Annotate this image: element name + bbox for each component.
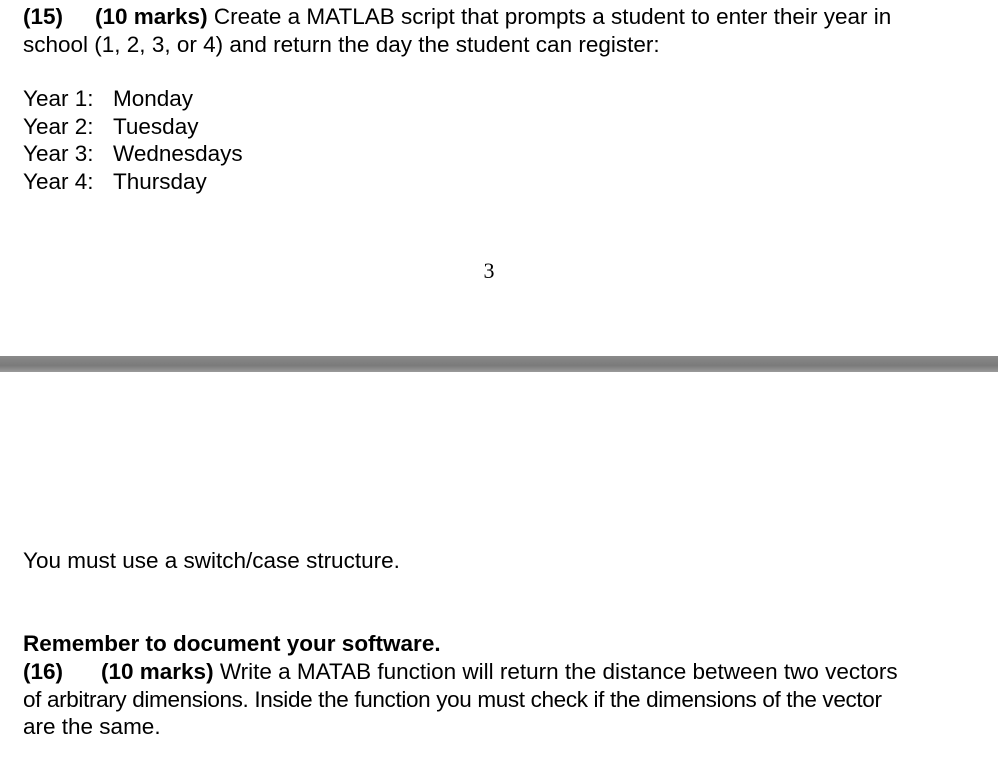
question-15 (23, 3, 891, 58)
year-label: Year 2: (23, 113, 94, 139)
documentation-reminder: Remember to document your software. (23, 631, 441, 656)
day-label: Thursday (113, 168, 207, 194)
question-15-text-1: Create a MATLAB script that prompts a student to enter their year in (207, 4, 892, 29)
question-16-line-1 (23, 658, 898, 686)
question-16-text-1: Write a MATAB function will return the distance between two vectors (213, 659, 898, 684)
question-16-line-3: are the same. (23, 714, 161, 739)
question-16-line-2: of arbitrary dimensions. Inside the function you must check if the dimensions of the vector (23, 686, 882, 712)
question-16-number: (16) (23, 659, 64, 684)
day-label: Monday (113, 86, 194, 111)
question-16 (23, 658, 898, 741)
page-number: 3 (483, 258, 495, 283)
page-divider (0, 356, 998, 372)
year-label: Year 4: (23, 168, 94, 194)
day-label: Wednesdays (113, 141, 243, 166)
schedule-row-3 (23, 140, 243, 168)
switch-case-note: You must use a switch/case structure. (23, 548, 400, 573)
schedule-row-2 (23, 113, 243, 141)
registration-schedule (23, 85, 243, 195)
question-15-line-1 (23, 3, 891, 31)
year-label: Year 3: (23, 141, 94, 166)
question-15-number: (15) (23, 4, 64, 29)
day-label: Tuesday (113, 113, 199, 139)
year-label: Year 1: (23, 86, 94, 111)
schedule-row-1 (23, 85, 243, 113)
question-15-line-2: school (1, 2, 3, or 4) and return the day the student can register: (23, 31, 660, 57)
schedule-row-4 (23, 168, 243, 196)
question-15-marks: (10 marks) (95, 4, 208, 29)
question-16-marks: (10 marks) (101, 659, 214, 684)
